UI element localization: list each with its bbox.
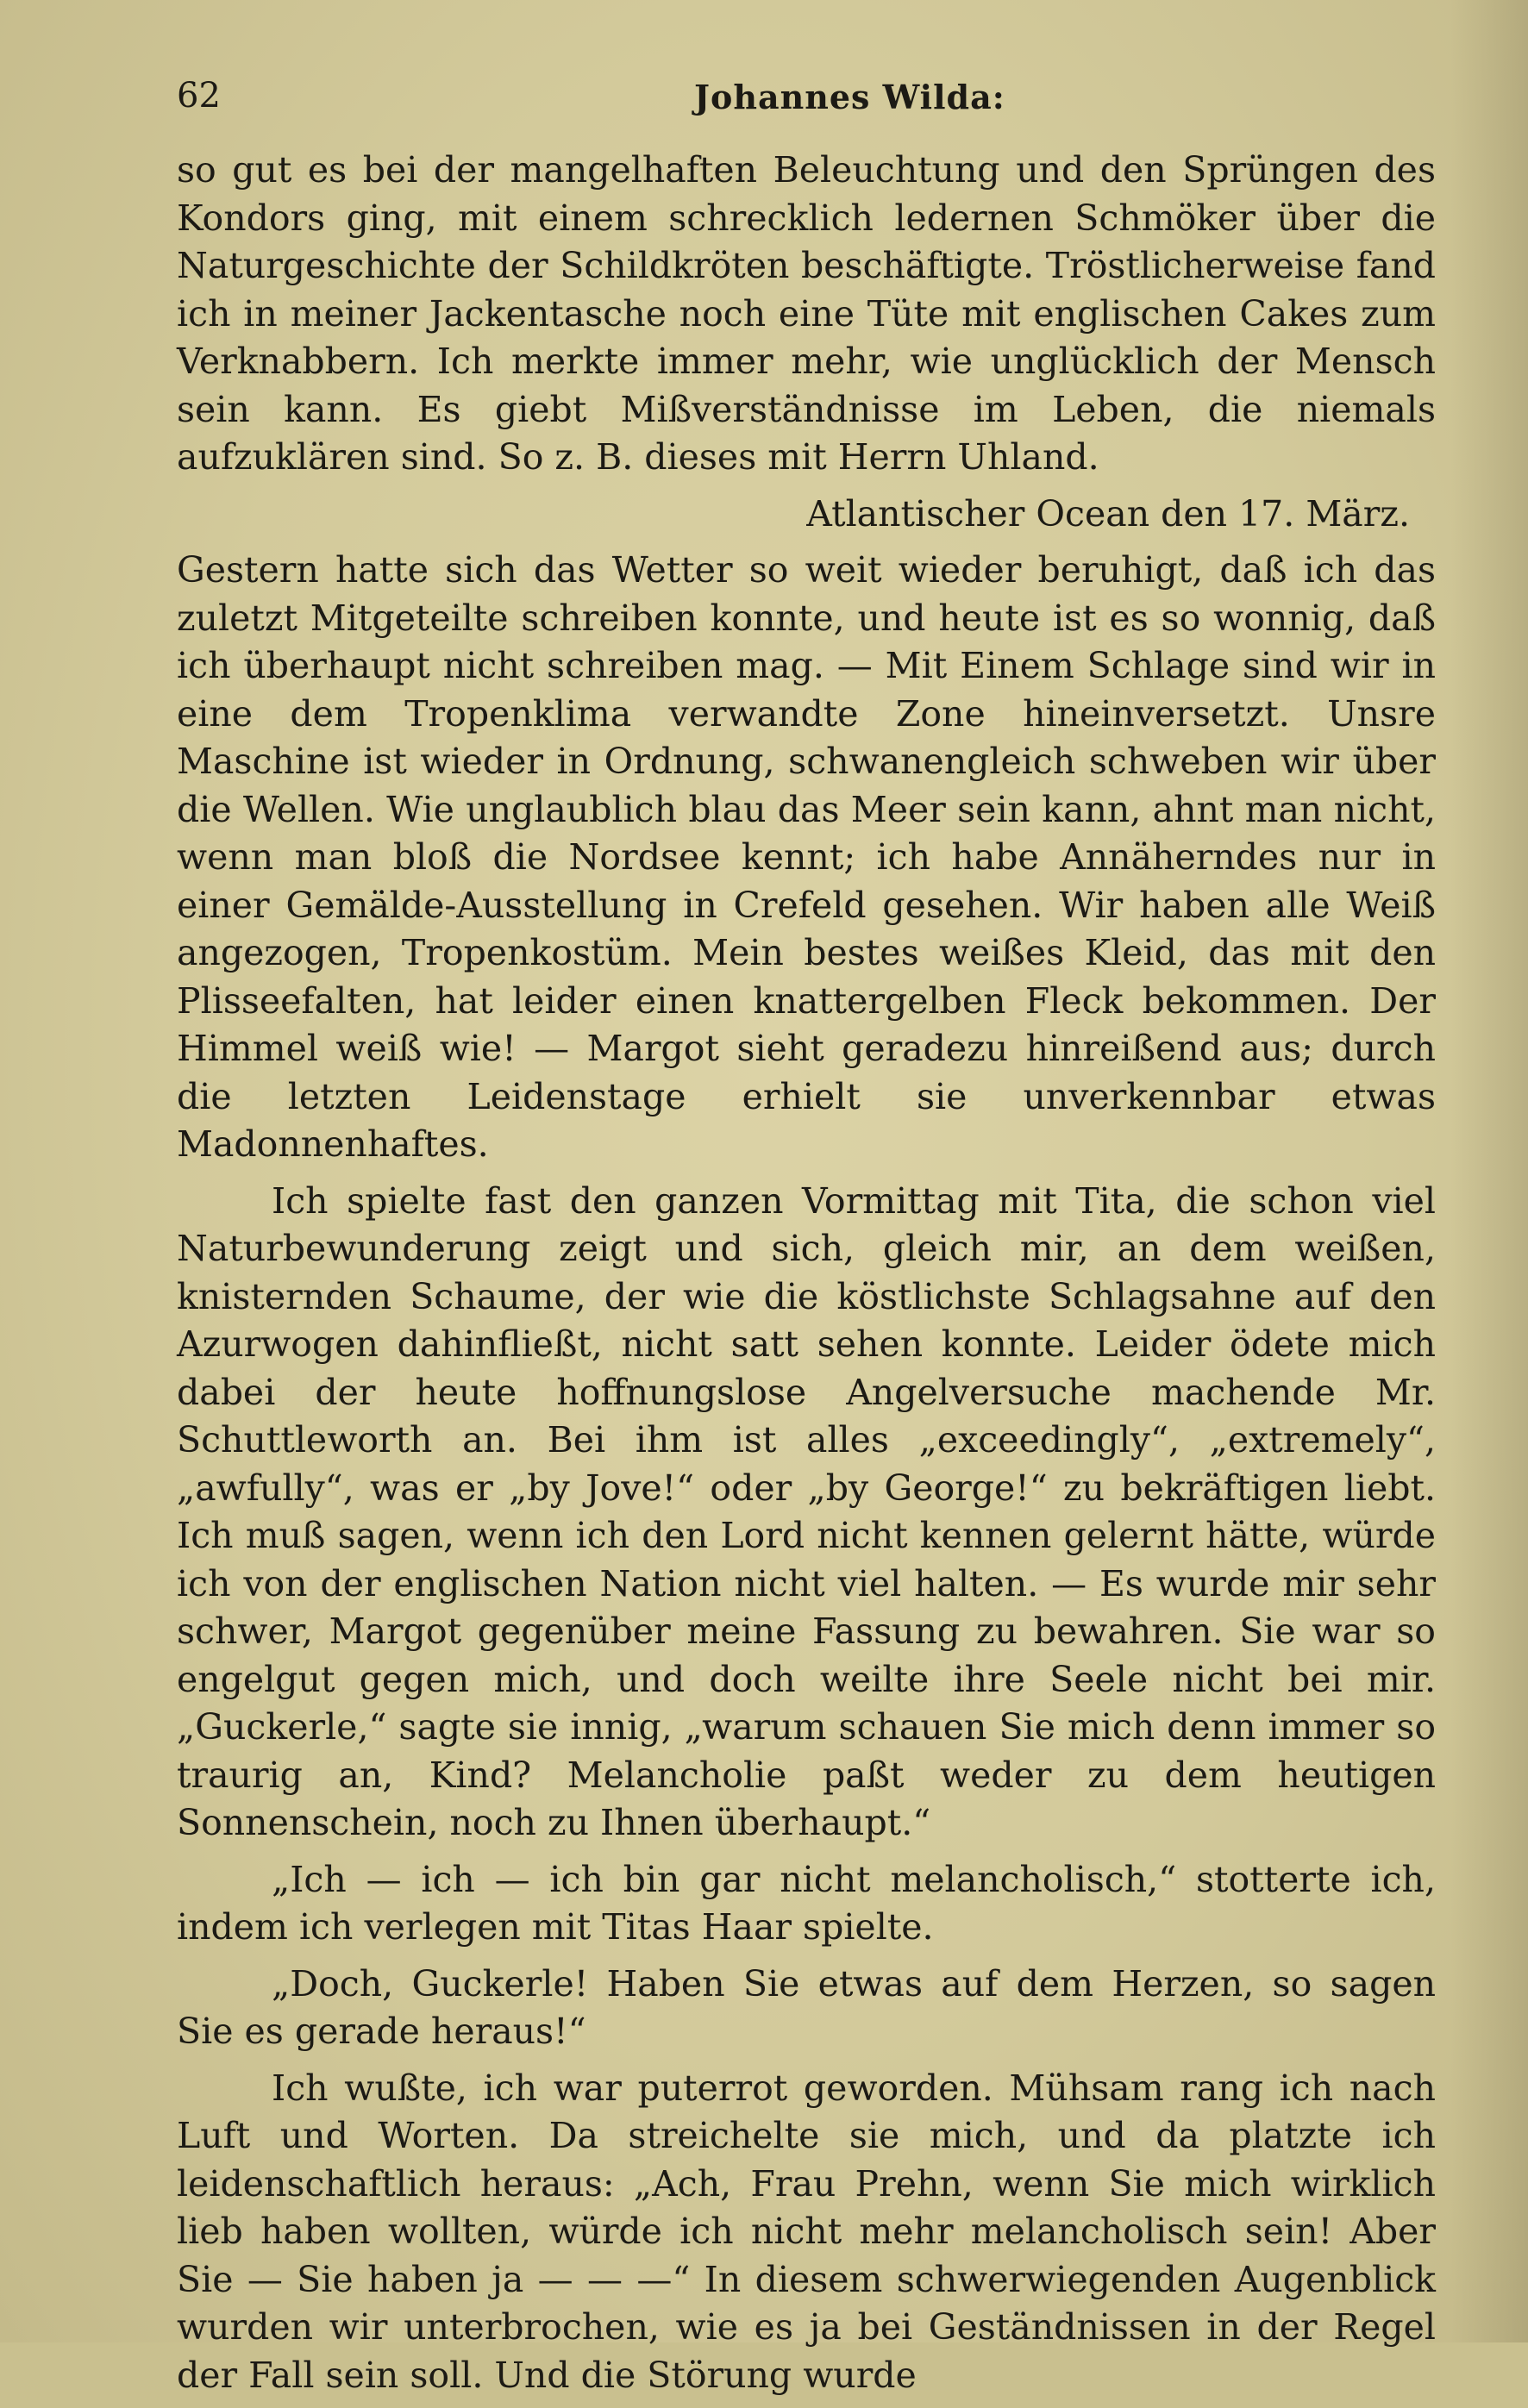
paragraph-6: Ich wußte, ich war puterrot geworden. Mühsam rang ich nach Luft und Worten. Da streichelte sie mich, und da platzte ich leidenschaftlich heraus: „Ach, Frau Prehn, wenn Sie mich wirklich lieb haben wollten, würde ich nicht mehr melancholisch sein! Aber Sie — Sie haben ja — — —“ In diesem schwerwiegenden Augenblick wurden wir unterbrochen, wie es ja bei Geständnissen in der Regel der Fall sein soll. Und die Störung wurde	[177, 2067, 1436, 2396]
paragraph-5: „Doch, Guckerle! Haben Sie etwas auf dem Herzen, so sagen Sie es gerade heraus!“	[177, 1962, 1436, 2052]
paragraph-3: Ich spielte fast den ganzen Vormittag mit Tita, die schon viel Naturbewunderung zeigt und sich, gleich mir, an dem weißen, knisternden Schaume, der wie die köstlichste Schlagsahne auf den Azurwogen dahinfließt, nicht satt sehen konnte. Leider ödete mich dabei der heute hoffnungslose Angelversuche machende Mr. Schuttleworth an. Bei ihm ist alles „exceedingly“, „extremely“, „awfully“, was er „by Jove!“ oder „by George!“ zu bekräftigen liebt. Ich muß sagen, wenn ich den Lord nicht kennen gelernt hätte, würde ich von der englischen Nation nicht viel halten. — Es wurde mir sehr schwer, Margot gegenüber meine Fassung zu bewahren. Sie war so engelgut gegen mich, und doch weilte ihre Seele nicht bei mir. „Guckerle,“ sagte sie innig, „warum schauen Sie mich denn immer so traurig an, Kind? Melancholie paßt weder zu dem heutigen Sonnenschein, noch zu Ihnen überhaupt.“	[177, 1179, 1436, 1843]
paragraph-2: Gestern hatte sich das Wetter so weit wieder beruhigt, daß ich das zuletzt Mitgeteilte schreiben konnte, und heute ist es so wonnig, daß ich überhaupt nicht schreiben mag. — Mit Einem Schlage sind wir in eine dem Tropenklima verwandte Zone hineinversetzt. Unsre Maschine ist wieder in Ordnung, schwanengleich schweben wir über die Wellen. Wie unglaublich blau das Meer sein kann, ahnt man nicht, wenn man bloß die Nordsee kennt; ich habe Annäherndes nur in einer Gemälde-Ausstellung in Crefeld gesehen. Wir haben alle Weiß angezogen, Tropenkostüm. Mein bestes weißes Kleid, das mit den Plisseefalten, hat leider einen knattergelben Fleck bekommen. Der Himmel weiß wie! — Margot sieht geradezu hinreißend aus; durch die letzten Leidenstage erhielt sie unverkennbar etwas Madonnenhaftes.	[177, 549, 1436, 1165]
page-edge-shadow	[1450, 0, 1528, 2342]
dateline: Atlantischer Ocean den 17. März.	[806, 492, 1410, 535]
paragraph-1: so gut es bei der mangelhaften Beleuchtung und den Sprüngen des Kondors ging, mit einem schrecklich ledernen Schmöker über die Naturgeschichte der Schildkröten beschäftigte. Tröstlicherweise fand ich in meiner Jackentasche noch eine Tüte mit englischen Cakes zum Verknabbern. Ich merkte immer mehr, wie unglücklich der Mensch sein kann. Es giebt Mißverständnisse im Leben, die niemals aufzuklären sind. So z. B. dieses mit Herrn Uhland.	[177, 149, 1436, 478]
running-head: Johannes Wilda:	[694, 78, 1005, 116]
page-header	[177, 76, 1407, 128]
body-text	[177, 147, 1436, 2408]
paragraph-4: „Ich — ich — ich bin gar nicht melancholisch,“ stotterte ich, indem ich verlegen mit Titas Haar spielte.	[177, 1858, 1436, 1948]
page-number: 62	[177, 76, 221, 116]
